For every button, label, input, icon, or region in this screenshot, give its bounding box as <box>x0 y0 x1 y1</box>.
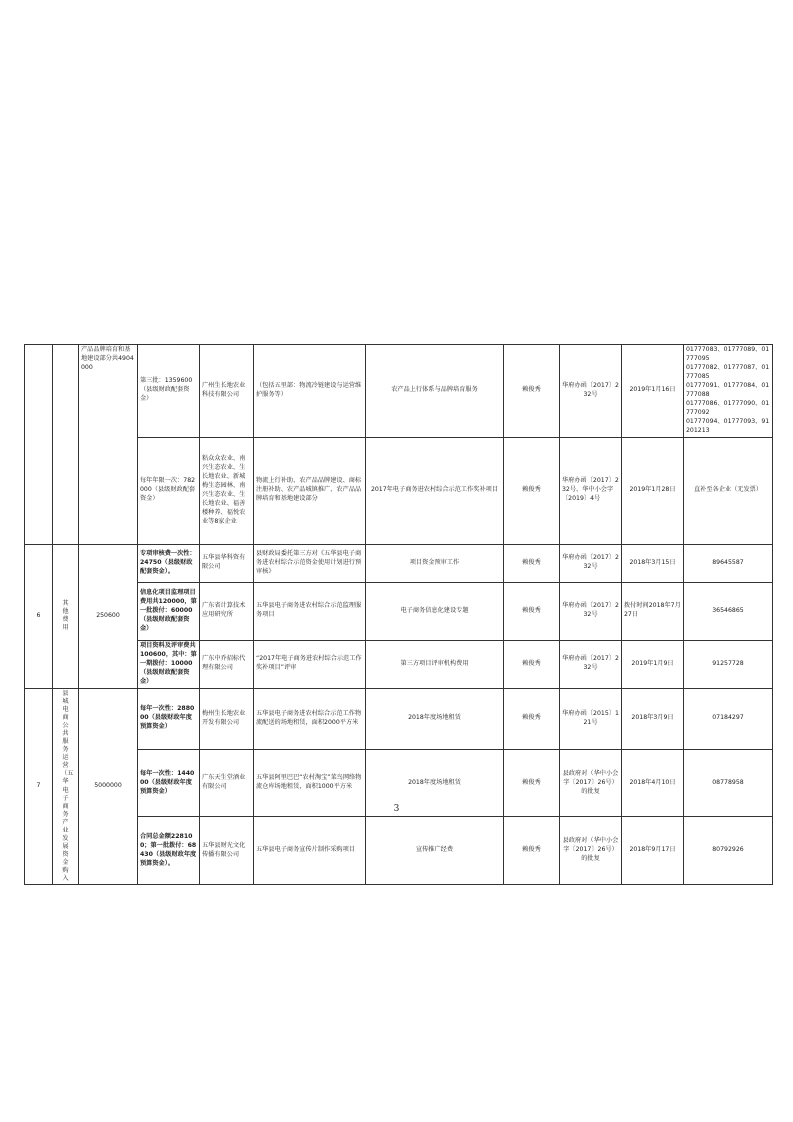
vendor-cell: 梅州生长地农业开发有限公司 <box>200 688 254 749</box>
project-cell: 2018年度场地租赁 <box>366 749 504 817</box>
amount-cell: 5000000 <box>79 688 138 885</box>
handler-cell: 赖俊秀 <box>504 749 560 817</box>
table-row <box>25 688 773 749</box>
date-cell: 2019年1月9日 <box>622 640 684 688</box>
serial-cell: 6 <box>25 544 53 688</box>
invoice-cell: 89645587 <box>684 544 773 582</box>
funding-cell: 合同总金额228100；第一批拨付：68430（县级财政年度预算资金）。 <box>138 817 200 885</box>
content-cell: 物流上行补助、农产品品牌建设、商标注册补助、农产品城镇推广、农产品品牌培育和基地建设部分 <box>254 437 366 544</box>
vendor-cell: 广州生长地农业科技有限公司 <box>200 345 254 438</box>
project-cell: 项目资金预审工作 <box>366 544 504 582</box>
content-cell: 五华县电子商务进农村综合示范监理服务项目 <box>254 582 366 640</box>
date-cell: 拨付时间2018年7月27日 <box>622 582 684 640</box>
handler-cell: 赖俊秀 <box>504 640 560 688</box>
document-cell: 县政府对（华中小会字〔2017〕26号）的批复 <box>560 749 622 817</box>
project-cell: 2017年电子商务进农村综合示范工作奖补项目 <box>366 437 504 544</box>
content-cell: （包括五里部：物流冷链建设与运营维护服务等） <box>254 345 366 438</box>
funding-cell: 专项审核费一次性：24750（县级财政配套资金）。 <box>138 544 200 582</box>
funding-cell: 每年一次性：288000（县级财政年度预算资金） <box>138 688 200 749</box>
project-cell: 第三方项目评审机构费用 <box>366 640 504 688</box>
funding-cell: 项目资料及评审费共100600，其中：第一期拨付：10000（县级财政配套资金） <box>138 640 200 688</box>
page-number: 3 <box>393 804 400 814</box>
invoice-cell: 直补至各企业（无发票） <box>684 437 773 544</box>
document-cell: 县政府对（华中小会字〔2017〕26号）的批复 <box>560 817 622 885</box>
table-row <box>25 582 773 640</box>
table-row <box>25 345 773 438</box>
content-cell: “2017年电子商务进农村综合示范工作奖补项目”评审 <box>254 640 366 688</box>
date-cell: 2019年1月28日 <box>622 437 684 544</box>
vendor-cell: 五华县华科资有限公司 <box>200 544 254 582</box>
funding-cell: 每年年限一次：782000（县级财政配套资金） <box>138 437 200 544</box>
document-cell: 华府办函〔2017〕232号 <box>560 544 622 582</box>
date-cell: 2018年3月15日 <box>622 544 684 582</box>
invoice-cell: 07184297 <box>684 688 773 749</box>
table-row <box>25 544 773 582</box>
table-row <box>25 437 773 544</box>
date-cell: 2019年1月16日 <box>622 345 684 438</box>
vendor-cell: 五华县财光文化传播有限公司 <box>200 817 254 885</box>
vendor-cell: 广东省计算技术应用研究所 <box>200 582 254 640</box>
invoice-cell: 08778958 <box>684 749 773 817</box>
vendor-cell: 粘众众农业、南兴生态农业、生长地农业、新城梅生态园林、南兴生态农业、生长地农业、福善楼种养、福悦农业等8家企业 <box>200 437 254 544</box>
funding-cell: 第三批：1359600（县级财政配套资金） <box>138 345 200 438</box>
date-cell: 2018年3月9日 <box>622 688 684 749</box>
project-cell: 电子商务信息化建设专题 <box>366 582 504 640</box>
invoice-cell: 01777083、01777089、01777095 01777082、01777087、01777085 01777091、01777084、01777088 01777086、01777090、01777092 01777094、01777093、91201213 <box>684 345 773 438</box>
serial-cell: 7 <box>25 688 53 885</box>
invoice-cell: 91257728 <box>684 640 773 688</box>
table-row <box>25 817 773 885</box>
category-cell <box>53 345 79 545</box>
category-label: 县城电商公共服务运营（五华电子商务产业发展资金购入 <box>61 689 74 883</box>
document-cell: 华府办函〔2017〕232号、华中小会字〔2019〕4号 <box>560 437 622 544</box>
handler-cell: 赖俊秀 <box>504 544 560 582</box>
document-cell: 华府办函〔2017〕232号 <box>560 345 622 438</box>
project-cell: 2018年度场地租赁 <box>366 688 504 749</box>
date-cell: 2018年9月17日 <box>622 817 684 885</box>
amount-cell: 250600 <box>79 544 138 688</box>
funding-cell: 信息化项目监理项目费用共120000，第一批拨付：60000（县级财政配套资金） <box>138 582 200 640</box>
handler-cell: 赖俊秀 <box>504 345 560 438</box>
handler-cell: 赖俊秀 <box>504 437 560 544</box>
serial-cell <box>25 345 53 545</box>
handler-cell: 赖俊秀 <box>504 688 560 749</box>
handler-cell: 赖俊秀 <box>504 817 560 885</box>
vendor-cell: 广东天生堂酒业有限公司 <box>200 749 254 817</box>
content-cell: 五华县电子商务宣传片制作采购项目 <box>254 817 366 885</box>
category-cell <box>53 688 79 885</box>
project-cell: 宣传推广经费 <box>366 817 504 885</box>
handler-cell: 赖俊秀 <box>504 582 560 640</box>
document-cell: 华府办函〔2017〕232号 <box>560 582 622 640</box>
date-cell: 2018年4月10日 <box>622 749 684 817</box>
content-cell: 县财政局委托第三方对《五华县电子商务进农村综合示范资金使用计划进行预审核》 <box>254 544 366 582</box>
invoice-cell: 36546865 <box>684 582 773 640</box>
category-label: 其他费用 <box>62 600 69 632</box>
content-cell: 五华县电子商务进农村综合示范工作物流配送的场地租赁，面积2000平方米 <box>254 688 366 749</box>
project-cell: 农产品上行体系与品牌培育服务 <box>366 345 504 438</box>
category-cell <box>53 544 79 688</box>
vendor-cell: 广东中乔招标代理有限公司 <box>200 640 254 688</box>
funding-cell: 每年一次性：144000（县级财政年度预算资金） <box>138 749 200 817</box>
content-cell: 五华县阿里巴巴“农村淘宝”菜鸟网络物流仓库场地租赁，面积1000平方米 <box>254 749 366 817</box>
amount-cell: 产品品牌培育和基地建设部分共4904000 <box>79 345 138 545</box>
invoice-cell: 80792926 <box>684 817 773 885</box>
table-row <box>25 640 773 688</box>
document-cell: 华府办函〔2015〕121号 <box>560 688 622 749</box>
document-cell: 华府办函〔2017〕232号 <box>560 640 622 688</box>
